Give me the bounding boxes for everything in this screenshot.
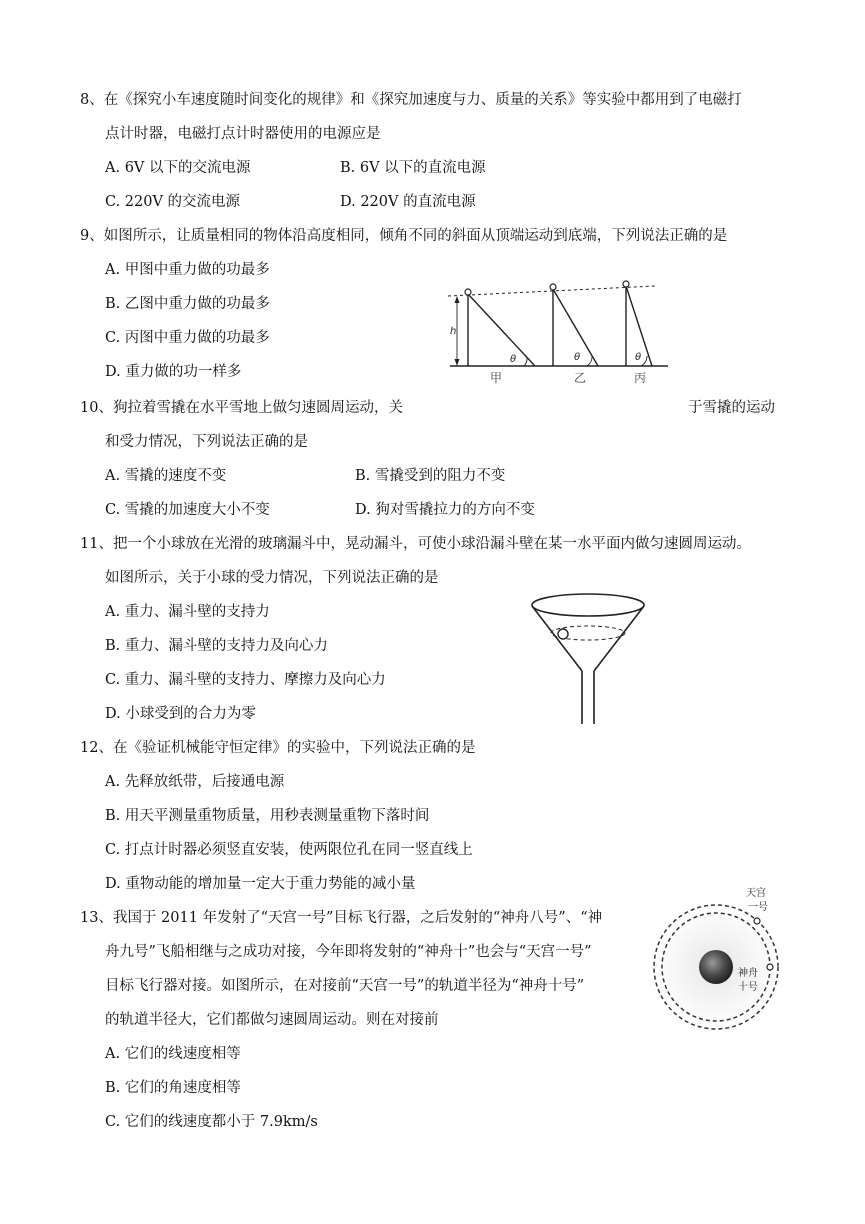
q8-option-c: C. 220V 的交流电源 (105, 194, 241, 210)
q10-option-b: B. 雪撬受到的阻力不变 (355, 468, 506, 484)
shenzhou-label-line-1: 神舟 (738, 968, 758, 979)
q12-option-d: D. 重物动能的增加量一定大于重力势能的减小量 (105, 876, 416, 892)
incline-label-jia: 甲 (490, 371, 503, 385)
shenzhou-label-line-2: 十号 (738, 982, 758, 993)
ball-bing (623, 281, 629, 287)
q8-stem-line-2: 点计时器，电磁打点计时器使用的电源应是 (105, 126, 381, 142)
q11-stem-line-1: 11、把一个小球放在光滑的玻璃漏斗中，晃动漏斗，可使小球沿漏斗壁在某一水平面内做匀速圆周运动。 (80, 536, 751, 552)
q9-option-c: C. 丙图中重力做的功最多 (105, 330, 270, 346)
q10-stem-line-2: 和受力情况，下列说法正确的是 (105, 434, 308, 450)
q10-option-a: A. 雪撬的速度不变 (105, 468, 227, 484)
q12-stem-line-1: 12、在《验证机械能守恒定律》的实验中，下列说法正确的是 (80, 740, 476, 756)
angle-label-jia: θ (510, 354, 517, 365)
shenzhou-spacecraft (767, 964, 773, 970)
q11-option-c: C. 重力、漏斗壁的支持力、摩擦力及向心力 (105, 672, 386, 688)
angle-label-bing: θ (635, 352, 642, 363)
q10-stem-line-1b: 于雪撬的运动 (688, 400, 775, 416)
q8-option-a: A. 6V 以下的交流电源 (105, 160, 251, 176)
q13-stem-line-4: 的轨道半径大，它们都做匀速圆周运动。则在对接前 (105, 1012, 439, 1028)
q10-option-c: C. 雪撬的加速度大小不变 (105, 502, 270, 518)
q13-stem-line-1: 13、我国于 2011 年发射了“天宫一号”目标飞行器，之后发射的“神舟八号”、“神 (80, 910, 603, 926)
q8-stem-line-1: 8、在《探究小车速度随时间变化的规律》和《探究加速度与力、质量的关系》等实验中都用到了电磁打 (80, 92, 742, 108)
q13-stem-line-3: 目标飞行器对接。如图所示，在对接前“天宫一号”的轨道半径为“神舟十号” (105, 978, 585, 994)
funnel-rim (532, 594, 644, 616)
q11-stem-line-2: 如图所示，关于小球的受力情况，下列说法正确的是 (105, 570, 439, 586)
earth (699, 950, 733, 984)
incline-label-yi: 乙 (574, 371, 587, 385)
q13-stem-line-2: 舟九号”飞船相继与之成功对接，今年即将发射的“神舟十”也会与“天宫一号” (105, 944, 592, 960)
q8-option-b: B. 6V 以下的直流电源 (340, 160, 486, 176)
incline-jia-slope (468, 294, 535, 366)
height-arrow-down-icon (455, 359, 460, 366)
inclines-figure (440, 276, 680, 386)
q11-option-a: A. 重力、漏斗壁的支持力 (105, 604, 270, 620)
ball-jia (465, 289, 471, 295)
angle-arc-bing (641, 356, 647, 366)
q11-option-d: D. 小球受到的合力为零 (105, 706, 256, 722)
angle-arc-jia (524, 358, 527, 366)
tiangong-label-line-1: 天宫 (746, 888, 766, 899)
ball (558, 629, 568, 639)
q10-stem-line-1a: 10、狗拉着雪撬在水平雪地上做匀速圆周运动，关 (80, 400, 403, 416)
q9-option-d: D. 重力做的功一样多 (105, 364, 242, 380)
angle-arc-yi (587, 356, 592, 366)
tiangong-spacecraft (754, 918, 760, 924)
q11-option-b: B. 重力、漏斗壁的支持力及向心力 (105, 638, 328, 654)
q12-option-c: C. 打点计时器必须竖直安装，使两限位孔在同一竖直线上 (105, 842, 473, 858)
q10-option-d: D. 狗对雪撬拉力的方向不变 (355, 502, 535, 518)
ball-yi (550, 284, 556, 290)
angle-label-yi: θ (574, 352, 581, 363)
height-arrow-up-icon (455, 296, 460, 303)
q13-option-a: A. 它们的线速度相等 (105, 1046, 241, 1062)
q9-option-b: B. 乙图中重力做的功最多 (105, 296, 270, 312)
q9-option-a: A. 甲图中重力做的功最多 (105, 262, 270, 278)
orbit-figure (648, 880, 793, 1035)
funnel-figure (520, 588, 660, 728)
q8-option-d: D. 220V 的直流电源 (340, 194, 476, 210)
incline-label-bing: 丙 (634, 371, 647, 385)
tiangong-label-line-2: 一号 (748, 902, 768, 913)
q12-option-b: B. 用天平测量重物质量，用秒表测量重物下落时间 (105, 808, 430, 824)
q13-option-c: C. 它们的线速度都小于 7.9km/s (105, 1114, 318, 1130)
height-label: h (450, 326, 457, 337)
q12-option-a: A. 先释放纸带，后接通电源 (105, 774, 285, 790)
q13-option-b: B. 它们的角速度相等 (105, 1080, 241, 1096)
q9-stem-line-1: 9、如图所示，让质量相同的物体沿高度相同，倾角不同的斜面从顶端运动到底端，下列说法正确的是 (80, 228, 728, 244)
